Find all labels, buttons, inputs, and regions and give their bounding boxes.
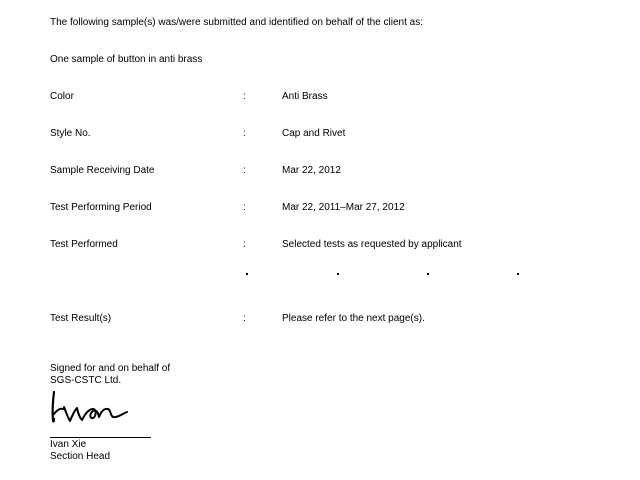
dot-marker	[246, 273, 248, 275]
field-value: Mar 22, 2012	[282, 165, 341, 176]
field-value: Selected tests as requested by applicant	[282, 239, 462, 250]
field-separator: :	[243, 202, 246, 213]
field-separator: :	[243, 128, 246, 139]
field-value: Cap and Rivet	[282, 128, 346, 139]
field-separator: :	[243, 165, 246, 176]
field-label: Sample Receiving Date	[50, 165, 155, 176]
field-separator: :	[243, 91, 246, 102]
handwritten-signature	[47, 388, 129, 428]
dot-markers	[0, 273, 640, 281]
field-row-color	[0, 91, 640, 103]
signed-line-1: Signed for and on behalf of	[50, 363, 171, 374]
signer-info	[50, 439, 110, 463]
field-label: Color	[50, 91, 74, 102]
sample-description: One sample of button in anti brass	[50, 54, 203, 65]
field-row-test-results	[0, 313, 640, 325]
intro-text: The following sample(s) was/were submitted and identified on behalf of the client as:	[50, 17, 423, 28]
field-row-test-performed	[0, 239, 640, 251]
signer-name: Ivan Xie	[50, 439, 87, 450]
field-separator: :	[243, 313, 246, 324]
field-label: Test Performing Period	[50, 202, 152, 213]
dot-marker	[337, 273, 339, 275]
dot-marker	[427, 273, 429, 275]
field-label: Style No.	[50, 128, 91, 139]
field-separator: :	[243, 239, 246, 250]
field-value: Please refer to the next page(s).	[282, 313, 425, 324]
field-row-style-no	[0, 128, 640, 140]
signature-line	[50, 437, 151, 438]
signed-line-2: SGS-CSTC Ltd.	[50, 375, 122, 386]
field-value: Mar 22, 2011–Mar 27, 2012	[282, 202, 405, 213]
signer-title: Section Head	[50, 451, 111, 462]
signed-on-behalf	[50, 363, 170, 387]
field-row-sample-receiving-date	[0, 165, 640, 177]
field-label: Test Result(s)	[50, 313, 112, 324]
field-value: Anti Brass	[282, 91, 328, 102]
field-row-test-performing-period	[0, 202, 640, 214]
dot-marker	[517, 273, 519, 275]
field-label: Test Performed	[50, 239, 118, 250]
